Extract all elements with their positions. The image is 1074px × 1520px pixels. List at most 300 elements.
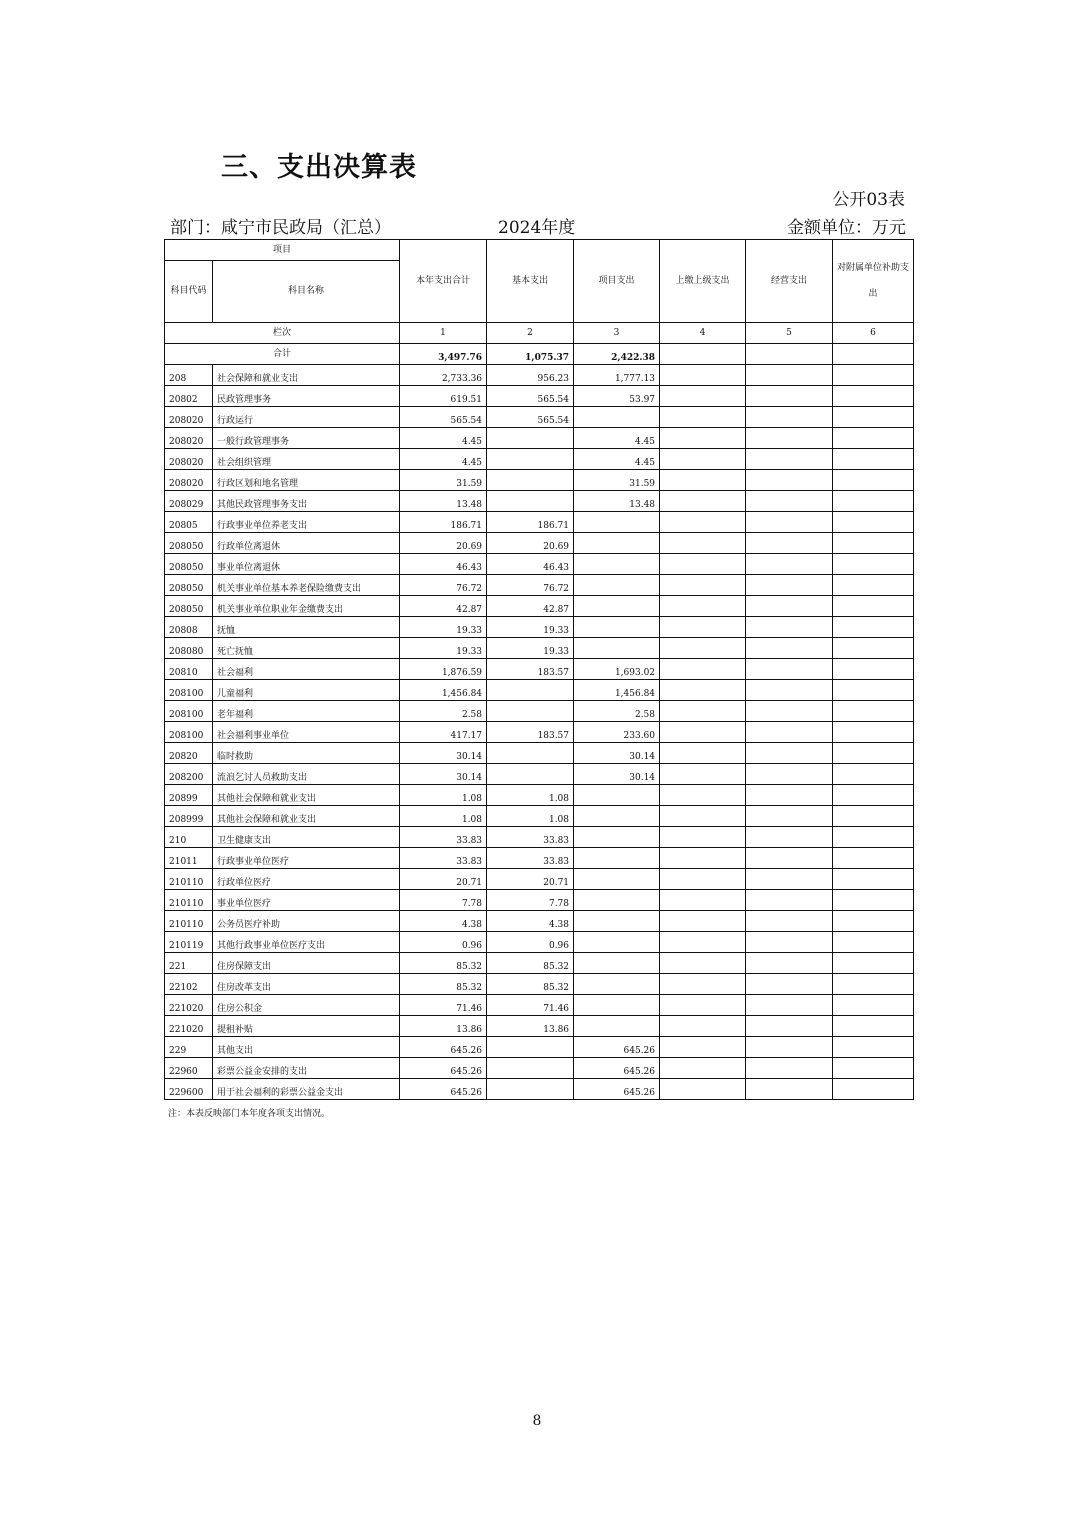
table-row (165, 617, 914, 638)
total-expenditure: 645.26 (400, 1079, 487, 1100)
basic-expenditure: 33.83 (487, 827, 574, 848)
remit-expenditure (660, 1016, 746, 1037)
subsidy-expenditure (833, 428, 914, 449)
subject-code: 208050 (165, 575, 213, 596)
subject-name: 其他民政管理事务支出 (213, 491, 400, 512)
subsidy-expenditure (833, 638, 914, 659)
table-row (165, 701, 914, 722)
total-expenditure: 619.51 (400, 386, 487, 407)
remit-expenditure (660, 491, 746, 512)
operating-expenditure (746, 932, 833, 953)
operating-expenditure (746, 869, 833, 890)
total-expenditure: 7.78 (400, 890, 487, 911)
subject-code: 208050 (165, 533, 213, 554)
project-expenditure: 645.26 (574, 1058, 660, 1079)
basic-expenditure (487, 491, 574, 512)
project-expenditure: 13.48 (574, 491, 660, 512)
subject-name: 一般行政管理事务 (213, 428, 400, 449)
project-expenditure: 1,456.84 (574, 680, 660, 701)
operating-expenditure (746, 1037, 833, 1058)
subject-name: 民政管理事务 (213, 386, 400, 407)
col-num: 1 (400, 323, 487, 344)
table-container (164, 239, 913, 1120)
total-expenditure: 4.45 (400, 449, 487, 470)
remit-expenditure (660, 470, 746, 491)
total-expenditure: 33.83 (400, 827, 487, 848)
project-expenditure: 30.14 (574, 743, 660, 764)
operating-expenditure (746, 449, 833, 470)
project-expenditure: 4.45 (574, 449, 660, 470)
total-expenditure: 71.46 (400, 995, 487, 1016)
project-expenditure (574, 785, 660, 806)
total-expenditure: 4.38 (400, 911, 487, 932)
col-num: 5 (746, 323, 833, 344)
subsidy-expenditure (833, 491, 914, 512)
remit-expenditure (660, 743, 746, 764)
total-expenditure: 42.87 (400, 596, 487, 617)
basic-expenditure: 565.54 (487, 407, 574, 428)
project-expenditure (574, 953, 660, 974)
header-name: 科目名称 (213, 261, 400, 323)
subsidy-expenditure (833, 995, 914, 1016)
table-row (165, 848, 914, 869)
project-expenditure (574, 638, 660, 659)
operating-expenditure (746, 827, 833, 848)
amount-unit: 金额单位：万元 (787, 218, 906, 238)
remit-expenditure (660, 701, 746, 722)
basic-expenditure (487, 743, 574, 764)
project-expenditure (574, 932, 660, 953)
remit-expenditure (660, 869, 746, 890)
subject-code: 221020 (165, 995, 213, 1016)
operating-expenditure (746, 806, 833, 827)
operating-expenditure (746, 995, 833, 1016)
header-col1: 本年支出合计 (400, 240, 487, 323)
subject-name: 事业单位离退休 (213, 554, 400, 575)
table-row (165, 470, 914, 491)
operating-expenditure (746, 365, 833, 386)
basic-expenditure (487, 470, 574, 491)
subsidy-expenditure (833, 743, 914, 764)
table-row (165, 911, 914, 932)
table-row (165, 932, 914, 953)
subject-name: 社会福利事业单位 (213, 722, 400, 743)
project-expenditure: 31.59 (574, 470, 660, 491)
subject-name: 其他支出 (213, 1037, 400, 1058)
remit-expenditure (660, 1058, 746, 1079)
remit-expenditure (660, 848, 746, 869)
total-label: 合计 (165, 344, 400, 365)
basic-expenditure: 0.96 (487, 932, 574, 953)
col-num: 3 (574, 323, 660, 344)
project-expenditure (574, 596, 660, 617)
operating-expenditure (746, 848, 833, 869)
table-row (165, 680, 914, 701)
subject-name: 抚恤 (213, 617, 400, 638)
basic-expenditure: 13.86 (487, 1016, 574, 1037)
remit-expenditure (660, 617, 746, 638)
remit-expenditure (660, 890, 746, 911)
basic-expenditure: 19.33 (487, 617, 574, 638)
col-num: 2 (487, 323, 574, 344)
subject-name: 流浪乞讨人员救助支出 (213, 764, 400, 785)
remit-expenditure (660, 974, 746, 995)
subject-code: 221 (165, 953, 213, 974)
header-code: 科目代码 (165, 261, 213, 323)
total-expenditure: 30.14 (400, 743, 487, 764)
project-expenditure: 4.45 (574, 428, 660, 449)
subject-name: 卫生健康支出 (213, 827, 400, 848)
project-expenditure: 645.26 (574, 1079, 660, 1100)
subsidy-expenditure (833, 386, 914, 407)
subject-code: 208100 (165, 722, 213, 743)
total-expenditure: 1,876.59 (400, 659, 487, 680)
table-row (165, 995, 914, 1016)
subject-name: 住房公积金 (213, 995, 400, 1016)
project-expenditure: 30.14 (574, 764, 660, 785)
total-expenditure: 20.69 (400, 533, 487, 554)
basic-expenditure: 33.83 (487, 848, 574, 869)
subsidy-expenditure (833, 659, 914, 680)
project-expenditure: 53.97 (574, 386, 660, 407)
subject-code: 208100 (165, 680, 213, 701)
table-row (165, 785, 914, 806)
operating-expenditure (746, 617, 833, 638)
subject-code: 210110 (165, 869, 213, 890)
total-expenditure: 1,456.84 (400, 680, 487, 701)
total-expenditure: 417.17 (400, 722, 487, 743)
basic-expenditure: 956.23 (487, 365, 574, 386)
total-expenditure: 46.43 (400, 554, 487, 575)
basic-expenditure: 186.71 (487, 512, 574, 533)
project-expenditure: 233.60 (574, 722, 660, 743)
table-row (165, 743, 914, 764)
table-row (165, 722, 914, 743)
remit-expenditure (660, 596, 746, 617)
subsidy-expenditure (833, 806, 914, 827)
table-row (165, 386, 914, 407)
operating-expenditure (746, 722, 833, 743)
project-expenditure (574, 974, 660, 995)
subject-name: 行政单位医疗 (213, 869, 400, 890)
project-expenditure (574, 806, 660, 827)
column-number-row (165, 323, 914, 344)
subsidy-expenditure (833, 785, 914, 806)
subsidy-expenditure (833, 617, 914, 638)
subject-code: 208020 (165, 428, 213, 449)
operating-expenditure (746, 785, 833, 806)
subject-code: 208020 (165, 449, 213, 470)
basic-expenditure (487, 449, 574, 470)
subject-name: 机关事业单位职业年金缴费支出 (213, 596, 400, 617)
remit-expenditure (660, 554, 746, 575)
table-row (165, 764, 914, 785)
subject-code: 210110 (165, 911, 213, 932)
remit-expenditure (660, 953, 746, 974)
subject-name: 社会组织管理 (213, 449, 400, 470)
subsidy-expenditure (833, 680, 914, 701)
table-row (165, 638, 914, 659)
table-row (165, 1058, 914, 1079)
total-expenditure: 565.54 (400, 407, 487, 428)
total-expenditure: 19.33 (400, 638, 487, 659)
subject-name: 公务员医疗补助 (213, 911, 400, 932)
operating-expenditure (746, 659, 833, 680)
form-number: 公开03表 (832, 190, 905, 210)
total-expenditure: 645.26 (400, 1058, 487, 1079)
subject-name: 住房改革支出 (213, 974, 400, 995)
subject-code: 229600 (165, 1079, 213, 1100)
project-expenditure (574, 533, 660, 554)
remit-expenditure (660, 806, 746, 827)
subsidy-expenditure (833, 533, 914, 554)
basic-expenditure (487, 428, 574, 449)
basic-expenditure (487, 764, 574, 785)
basic-expenditure: 4.38 (487, 911, 574, 932)
project-expenditure (574, 512, 660, 533)
subsidy-expenditure (833, 596, 914, 617)
table-row (165, 407, 914, 428)
subsidy-expenditure (833, 932, 914, 953)
subject-name: 行政事业单位养老支出 (213, 512, 400, 533)
table-row (165, 827, 914, 848)
table-row (165, 596, 914, 617)
subsidy-expenditure (833, 848, 914, 869)
table-row (165, 953, 914, 974)
basic-expenditure: 85.32 (487, 974, 574, 995)
total-expenditure: 76.72 (400, 575, 487, 596)
remit-expenditure (660, 1037, 746, 1058)
basic-expenditure: 183.57 (487, 659, 574, 680)
remit-expenditure (660, 386, 746, 407)
table-row (165, 1016, 914, 1037)
subject-name: 行政单位离退休 (213, 533, 400, 554)
operating-expenditure (746, 1016, 833, 1037)
col-num: 4 (660, 323, 746, 344)
total-value: 3,497.76 (400, 344, 487, 365)
basic-expenditure: 565.54 (487, 386, 574, 407)
subject-name: 行政运行 (213, 407, 400, 428)
total-row (165, 344, 914, 365)
subject-code: 210110 (165, 890, 213, 911)
remit-expenditure (660, 512, 746, 533)
operating-expenditure (746, 596, 833, 617)
project-expenditure (574, 1016, 660, 1037)
subsidy-expenditure (833, 974, 914, 995)
subsidy-expenditure (833, 512, 914, 533)
total-expenditure: 1.08 (400, 785, 487, 806)
remit-expenditure (660, 1079, 746, 1100)
table-row (165, 1079, 914, 1100)
subject-code: 208050 (165, 554, 213, 575)
total-expenditure: 186.71 (400, 512, 487, 533)
remit-expenditure (660, 428, 746, 449)
operating-expenditure (746, 974, 833, 995)
subject-code: 208050 (165, 596, 213, 617)
total-expenditure: 85.32 (400, 974, 487, 995)
operating-expenditure (746, 386, 833, 407)
remit-expenditure (660, 575, 746, 596)
subsidy-expenditure (833, 911, 914, 932)
basic-expenditure: 19.33 (487, 638, 574, 659)
remit-expenditure (660, 932, 746, 953)
table-row (165, 428, 914, 449)
col-num: 6 (833, 323, 914, 344)
basic-expenditure (487, 1037, 574, 1058)
total-expenditure: 2.58 (400, 701, 487, 722)
operating-expenditure (746, 911, 833, 932)
operating-expenditure (746, 701, 833, 722)
operating-expenditure (746, 890, 833, 911)
subsidy-expenditure (833, 827, 914, 848)
table-row (165, 974, 914, 995)
header-col3: 项目支出 (574, 240, 660, 323)
total-expenditure: 4.45 (400, 428, 487, 449)
subject-code: 20805 (165, 512, 213, 533)
total-expenditure: 31.59 (400, 470, 487, 491)
basic-expenditure: 85.32 (487, 953, 574, 974)
page-title: 三、支出决算表 (221, 152, 417, 183)
subject-name: 老年福利 (213, 701, 400, 722)
subsidy-expenditure (833, 407, 914, 428)
project-expenditure (574, 554, 660, 575)
page-number: 8 (532, 1413, 542, 1429)
subject-name: 行政区划和地名管理 (213, 470, 400, 491)
project-expenditure (574, 617, 660, 638)
subject-name: 其他社会保障和就业支出 (213, 785, 400, 806)
operating-expenditure (746, 764, 833, 785)
table-row (165, 1037, 914, 1058)
operating-expenditure (746, 554, 833, 575)
project-expenditure (574, 575, 660, 596)
remit-expenditure (660, 680, 746, 701)
subject-name: 事业单位医疗 (213, 890, 400, 911)
subject-name: 彩票公益金安排的支出 (213, 1058, 400, 1079)
total-expenditure: 0.96 (400, 932, 487, 953)
basic-expenditure: 42.87 (487, 596, 574, 617)
header-col5: 经营支出 (746, 240, 833, 323)
subsidy-expenditure (833, 764, 914, 785)
table-row (165, 491, 914, 512)
remit-expenditure (660, 911, 746, 932)
basic-expenditure (487, 680, 574, 701)
remit-expenditure (660, 638, 746, 659)
table-row (165, 365, 914, 386)
remit-expenditure (660, 995, 746, 1016)
subject-code: 20802 (165, 386, 213, 407)
operating-expenditure (746, 638, 833, 659)
total-expenditure: 85.32 (400, 953, 487, 974)
total-expenditure: 19.33 (400, 617, 487, 638)
subject-code: 208020 (165, 407, 213, 428)
remit-expenditure (660, 785, 746, 806)
subsidy-expenditure (833, 701, 914, 722)
subject-name: 其他社会保障和就业支出 (213, 806, 400, 827)
subject-name: 行政事业单位医疗 (213, 848, 400, 869)
table-row (165, 533, 914, 554)
remit-expenditure (660, 365, 746, 386)
subsidy-expenditure (833, 470, 914, 491)
operating-expenditure (746, 1079, 833, 1100)
project-expenditure (574, 848, 660, 869)
total-expenditure: 645.26 (400, 1037, 487, 1058)
operating-expenditure (746, 407, 833, 428)
total-expenditure: 30.14 (400, 764, 487, 785)
project-expenditure: 1,777.13 (574, 365, 660, 386)
subsidy-expenditure (833, 1079, 914, 1100)
remit-expenditure (660, 659, 746, 680)
operating-expenditure (746, 1058, 833, 1079)
subject-code: 208 (165, 365, 213, 386)
table-row (165, 890, 914, 911)
total-expenditure: 13.48 (400, 491, 487, 512)
header-col2: 基本支出 (487, 240, 574, 323)
table-row (165, 554, 914, 575)
subject-code: 208999 (165, 806, 213, 827)
total-expenditure: 2,733.36 (400, 365, 487, 386)
project-expenditure (574, 827, 660, 848)
project-expenditure: 1,693.02 (574, 659, 660, 680)
subject-code: 20808 (165, 617, 213, 638)
table-row (165, 659, 914, 680)
table-row (165, 869, 914, 890)
subject-code: 20810 (165, 659, 213, 680)
subject-name: 社会保障和就业支出 (213, 365, 400, 386)
operating-expenditure (746, 743, 833, 764)
header-col6: 对附属单位补助支出 (833, 240, 914, 323)
basic-expenditure: 183.57 (487, 722, 574, 743)
operating-expenditure (746, 470, 833, 491)
total-value (833, 344, 914, 365)
basic-expenditure (487, 701, 574, 722)
total-expenditure: 13.86 (400, 1016, 487, 1037)
basic-expenditure: 46.43 (487, 554, 574, 575)
subsidy-expenditure (833, 365, 914, 386)
department: 部门：咸宁市民政局（汇总） (170, 218, 391, 238)
operating-expenditure (746, 575, 833, 596)
subsidy-expenditure (833, 554, 914, 575)
subject-code: 20899 (165, 785, 213, 806)
table-row (165, 575, 914, 596)
project-expenditure (574, 869, 660, 890)
basic-expenditure (487, 1058, 574, 1079)
subject-code: 22102 (165, 974, 213, 995)
remit-expenditure (660, 722, 746, 743)
subject-name: 死亡抚恤 (213, 638, 400, 659)
remit-expenditure (660, 827, 746, 848)
row-label: 栏次 (165, 323, 400, 344)
total-value (660, 344, 746, 365)
subject-code: 22960 (165, 1058, 213, 1079)
subject-code: 210 (165, 827, 213, 848)
table-note: 注：本表反映部门本年度各项支出情况。 (168, 1109, 331, 1119)
total-value: 2,422.38 (574, 344, 660, 365)
project-expenditure (574, 407, 660, 428)
total-value (746, 344, 833, 365)
fiscal-year: 2024年度 (498, 218, 576, 238)
subsidy-expenditure (833, 575, 914, 596)
basic-expenditure: 1.08 (487, 806, 574, 827)
subsidy-expenditure (833, 722, 914, 743)
total-value: 1,075.37 (487, 344, 574, 365)
subsidy-expenditure (833, 1037, 914, 1058)
basic-expenditure: 71.46 (487, 995, 574, 1016)
subject-code: 21011 (165, 848, 213, 869)
subject-code: 208080 (165, 638, 213, 659)
remit-expenditure (660, 533, 746, 554)
total-expenditure: 1.08 (400, 806, 487, 827)
operating-expenditure (746, 953, 833, 974)
